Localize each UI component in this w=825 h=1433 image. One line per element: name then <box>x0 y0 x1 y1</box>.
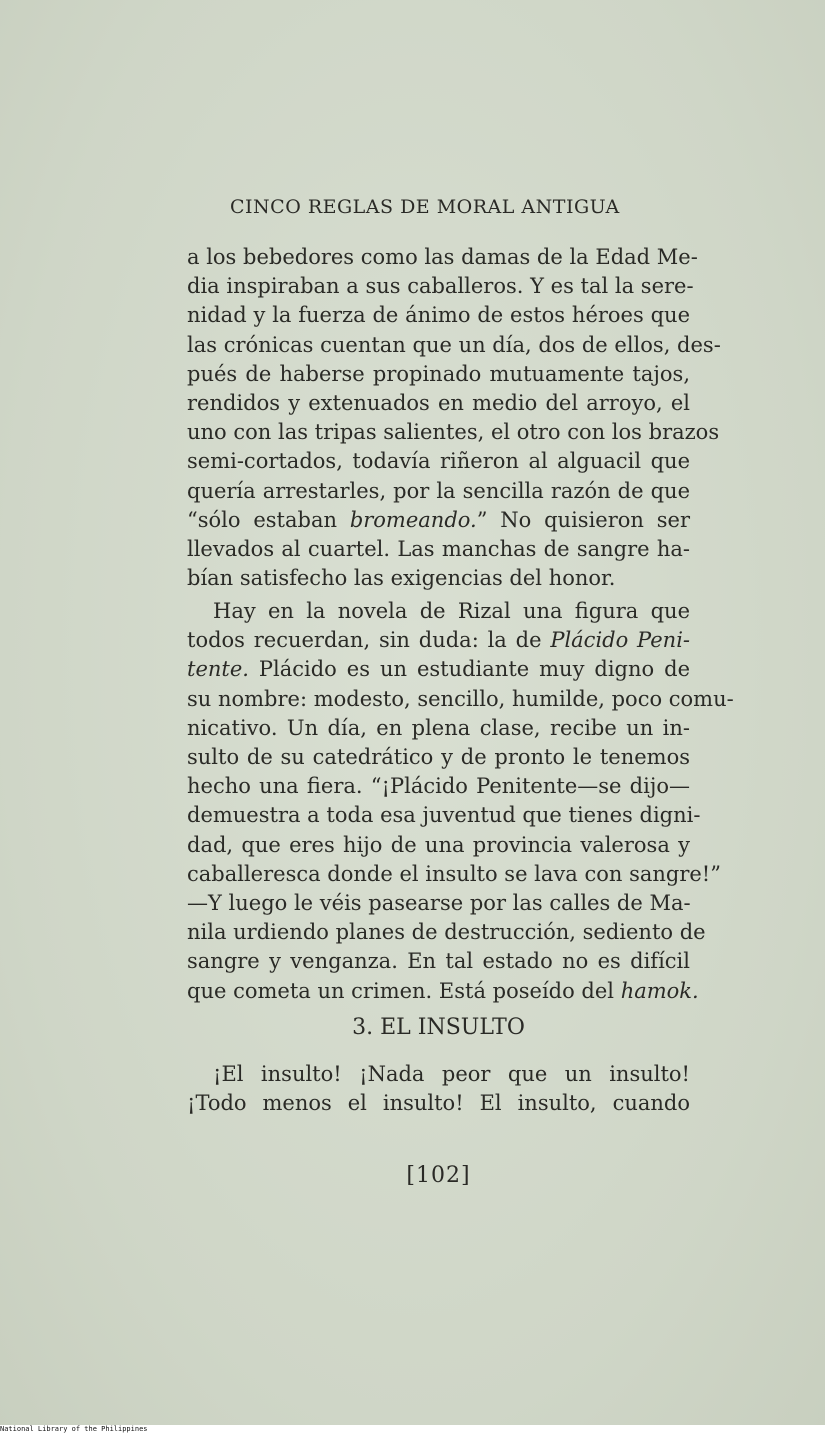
text-line: —Y luego le véis pasearse por las calles de Ma- <box>187 891 691 916</box>
text-line: sulto de su catedrático y de pronto le tenemos <box>187 745 690 770</box>
section-heading: 3. EL INSULTO <box>352 1015 525 1040</box>
text-line: hecho una fiera. “¡Plácido Penitente—se dijo— <box>187 774 690 799</box>
text-line: demuestra a toda esa juventud que tienes digni- <box>187 803 701 828</box>
text-line: Hay en la novela de Rizal una figura que <box>213 599 690 623</box>
footer-credit: National Library of the Philippines <box>0 1425 148 1433</box>
text-line: nidad y la fuerza de ánimo de estos héroes que <box>187 303 690 328</box>
text-line: dia inspiraban a sus caballeros. Y es tal la sere- <box>187 274 694 299</box>
text-line: semi-cortados, todavía riñeron al alguacil que <box>187 449 690 474</box>
text-line: ¡El insulto! ¡Nada peor que un insulto! <box>213 1062 690 1086</box>
text-line: nicativo. Un día, en plena clase, recibe un in- <box>187 715 690 740</box>
text-line: bían satisfecho las exigencias del honor. <box>187 566 616 591</box>
text-line <box>187 626 690 655</box>
text-line: llevados al cuartel. Las manchas de sangre ha- <box>187 537 690 562</box>
text-line: a los bebedores como las damas de la Edad Me- <box>187 245 698 269</box>
text-line: sangre y venganza. En tal estado no es difícil <box>187 949 690 974</box>
paragraph-1 <box>187 243 721 593</box>
text-line: su nombre: modesto, sencillo, humilde, poco comu- <box>187 686 734 711</box>
running-header: CINCO REGLAS DE MORAL ANTIGUA <box>230 196 620 218</box>
text-line: las crónicas cuentan que un día, dos de ellos, des- <box>187 332 721 357</box>
text-run: que cometa un crimen. Está poseído del <box>187 978 621 1003</box>
text-run: ” No quisieron ser <box>476 507 690 532</box>
text-line <box>187 506 690 535</box>
paragraph-2 <box>187 597 734 1006</box>
text-line: pués de haberse propinado mutuamente tajos, <box>187 361 690 386</box>
italic-text: bromeando. <box>349 507 477 532</box>
italic-text: Plácido Peni- <box>550 628 691 653</box>
italic-text: hamok. <box>620 978 699 1003</box>
text-line: ¡Todo menos el insulto! El insulto, cuando <box>187 1091 690 1116</box>
text-line: caballeresca donde el insulto se lava con sangre!” <box>187 861 721 886</box>
text-run: “sólo estaban <box>187 507 350 532</box>
text-line: rendidos y extenuados en medio del arroyo, el <box>187 391 690 416</box>
text-run: Plácido es un estudiante muy digno de <box>248 657 690 682</box>
text-run: todos recuerdan, sin duda: la de <box>187 628 551 653</box>
text-line <box>187 655 690 684</box>
page-number: [102] <box>406 1163 471 1188</box>
text-line: quería arrestarles, por la sencilla razón de que <box>187 478 690 503</box>
text-line <box>187 977 699 1006</box>
text-line: dad, que eres hijo de una provincia valerosa y <box>187 832 690 857</box>
paragraph-3 <box>187 1060 690 1118</box>
text-line: nila urdiendo planes de destrucción, sediento de <box>187 920 706 945</box>
italic-text: tente. <box>187 657 249 682</box>
text-line: uno con las tripas salientes, el otro con los brazos <box>187 420 720 445</box>
